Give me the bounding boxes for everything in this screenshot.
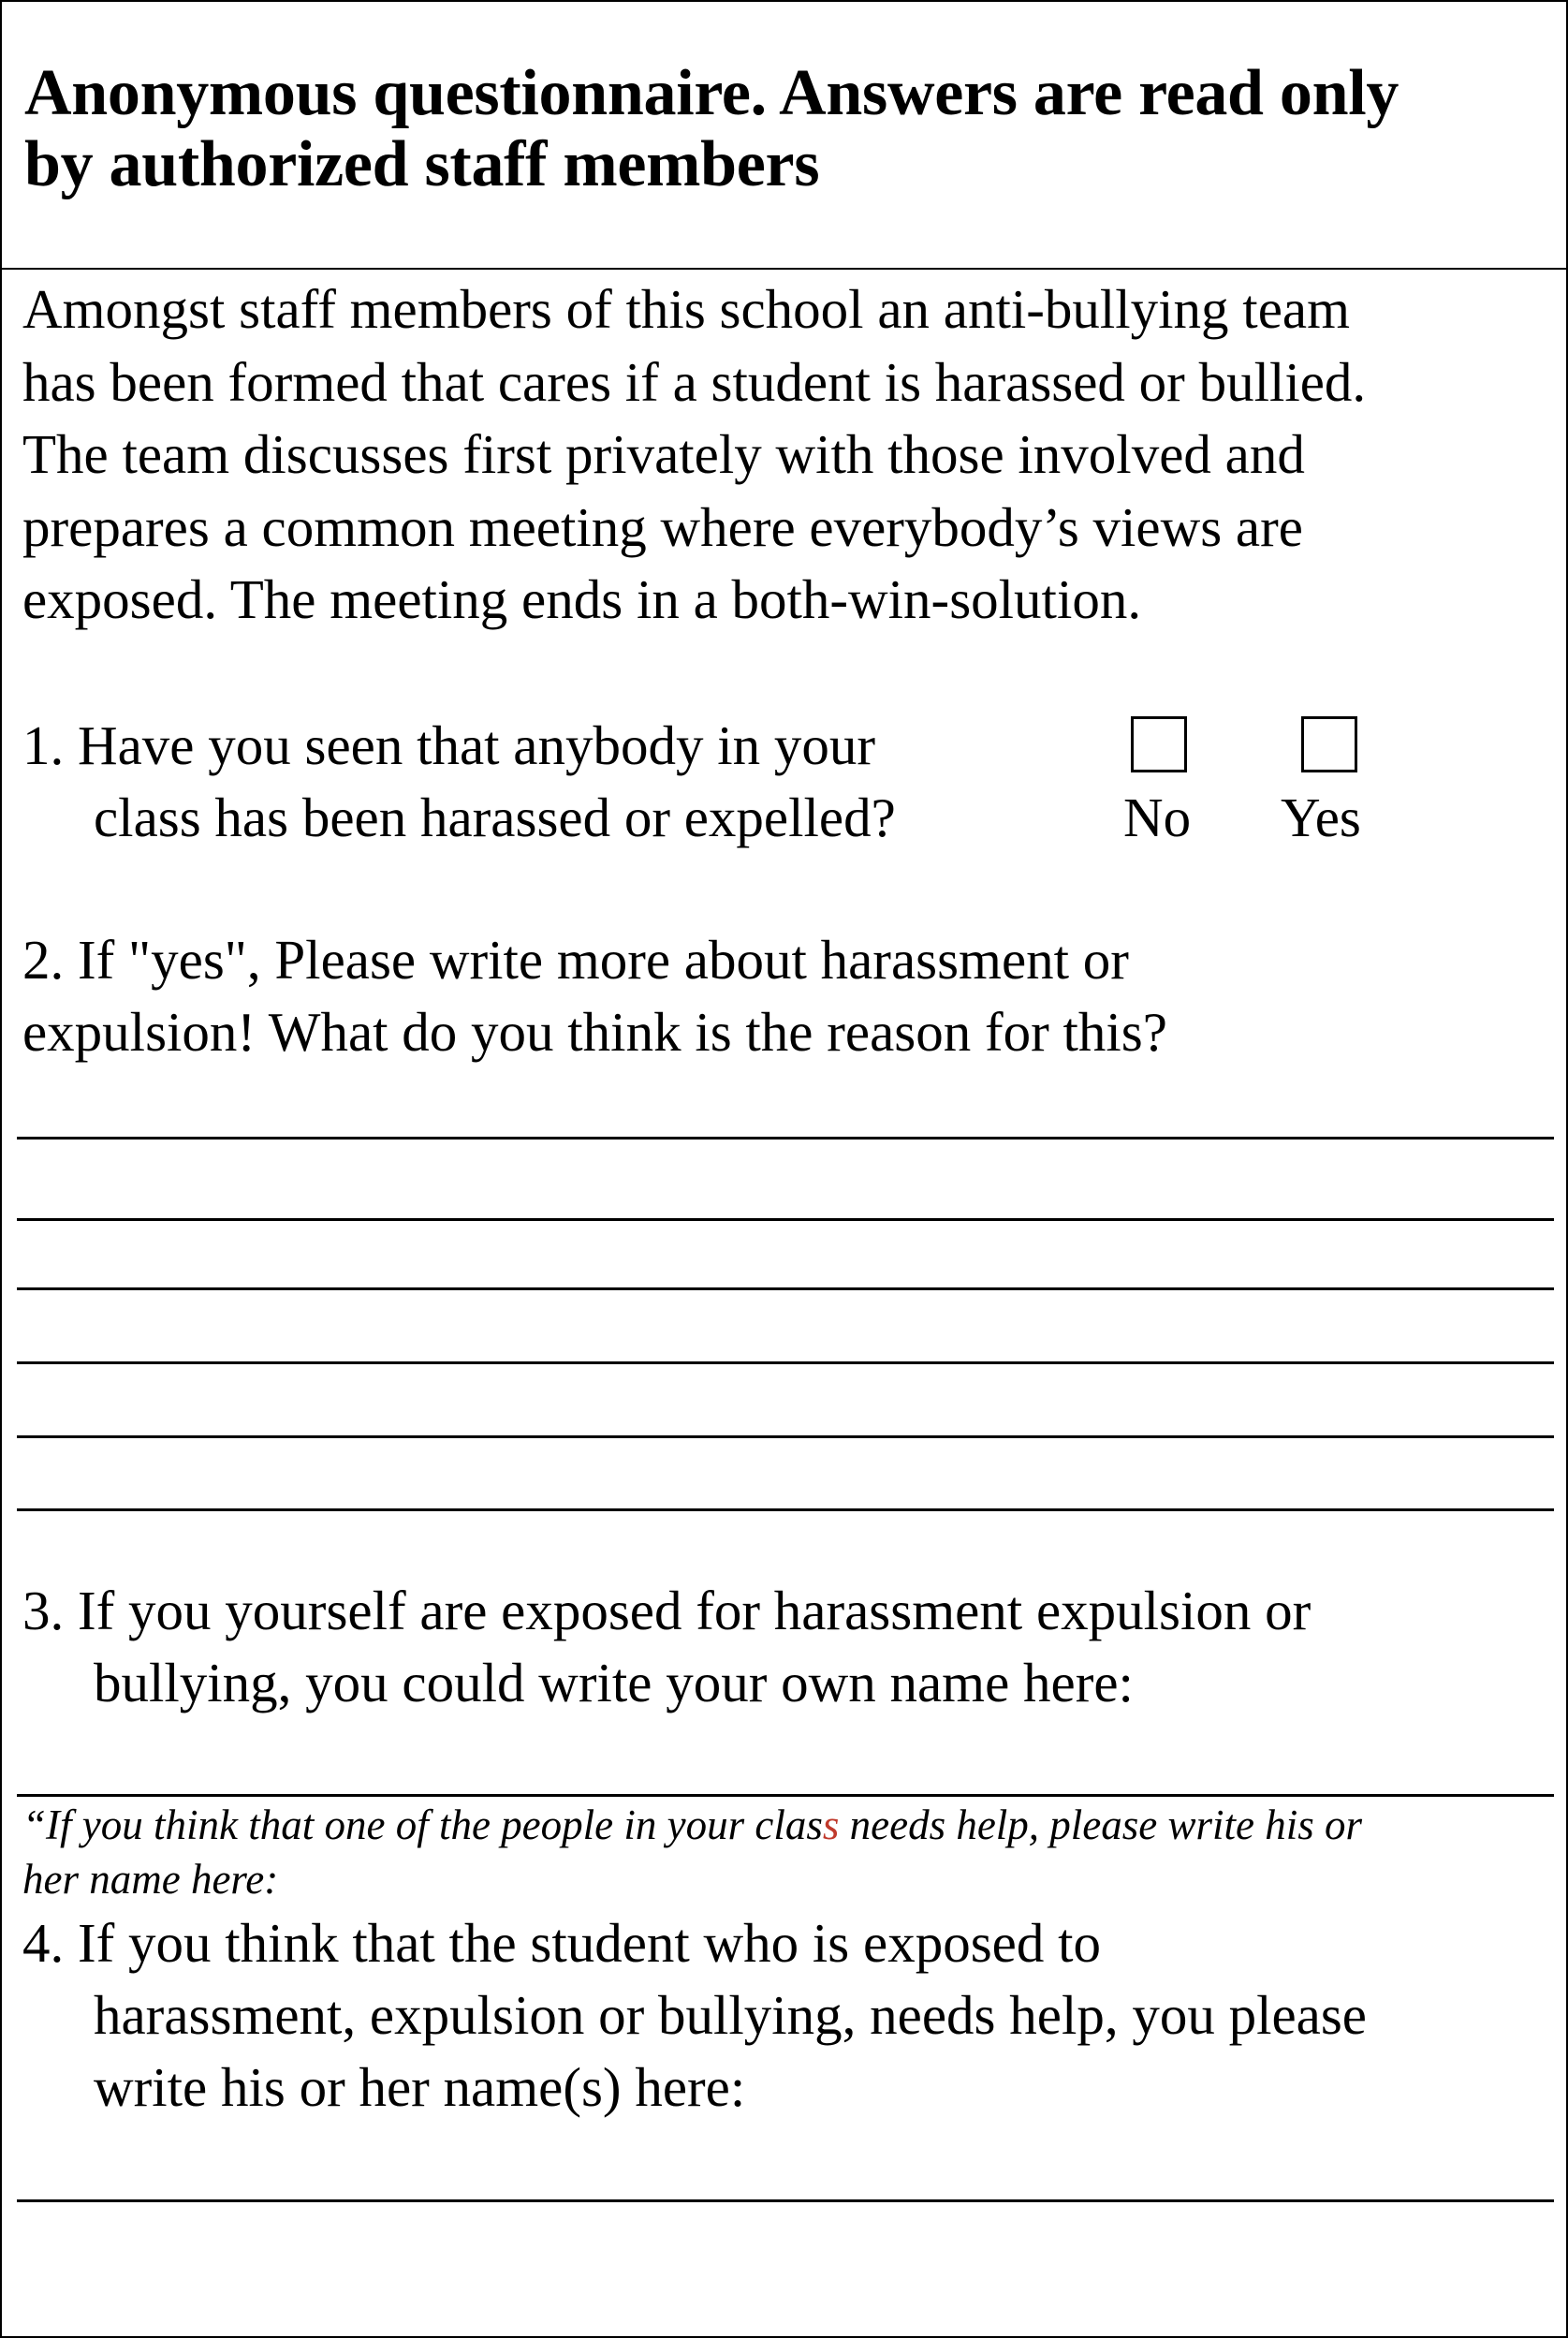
question-4-line-2: harassment, expulsion or bullying, needs help, you please [94, 1984, 1367, 2046]
help-note-line-2: her name here: [22, 1856, 279, 1903]
question-4-line-1: 4. If you think that the student who is exposed to [22, 1912, 1101, 1974]
yes-checkbox[interactable] [1301, 716, 1357, 772]
help-note-accent-letter: s [822, 1801, 840, 1848]
help-note-line-1 [22, 1798, 1362, 1852]
answer-line-q2-1[interactable] [17, 1137, 1554, 1140]
question-3-line-1: 3. If you yourself are exposed for harassment expulsion or [22, 1580, 1312, 1641]
title-line-2: by authorized staff members [24, 128, 820, 200]
question-2-line-1: 2. If "yes", Please write more about harassment or [22, 929, 1129, 991]
question-1-line-1: 1. Have you seen that anybody in your [22, 714, 876, 776]
answer-line-q2-5[interactable] [17, 1435, 1554, 1438]
answer-line-q3[interactable] [17, 1794, 1554, 1797]
answer-line-q2-3[interactable] [17, 1287, 1554, 1290]
answer-line-q4[interactable] [17, 2199, 1554, 2202]
yes-label: Yes [1281, 787, 1361, 848]
answer-line-q2-4[interactable] [17, 1361, 1554, 1364]
page-title [24, 58, 1560, 200]
question-2-line-2: expulsion! What do you think is the reason for this? [22, 1001, 1167, 1063]
header-box [2, 2, 1566, 270]
intro-line-3: The team discusses first privately with those involved and [22, 423, 1305, 485]
no-label: No [1123, 787, 1192, 848]
question-3-line-2: bullying, you could write your own name here: [94, 1652, 1134, 1713]
answer-line-q2-2[interactable] [17, 1218, 1554, 1221]
question-4-line-3: write his or her name(s) here: [94, 2056, 746, 2118]
answer-line-q2-6[interactable] [17, 1508, 1554, 1511]
help-note-line-1-end: needs help, please write his or [839, 1801, 1363, 1848]
title-line-1: Anonymous questionnaire. Answers are read only [24, 57, 1399, 129]
help-note-line-1-start: “If you think that one of the people in your clas [22, 1801, 823, 1848]
no-checkbox[interactable] [1131, 716, 1187, 772]
intro-line-5: exposed. The meeting ends in a both-win-solution. [22, 568, 1142, 630]
intro-line-1: Amongst staff members of this school an anti-bullying team [22, 278, 1350, 340]
intro-paragraph [22, 273, 1366, 637]
question-1-line-2: class has been harassed or expelled? [94, 787, 896, 848]
intro-line-2: has been formed that cares if a student is harassed or bullied. [22, 350, 1367, 413]
help-note [22, 1798, 1362, 1906]
intro-line-4: prepares a common meeting where everybody’s views are [22, 495, 1303, 558]
